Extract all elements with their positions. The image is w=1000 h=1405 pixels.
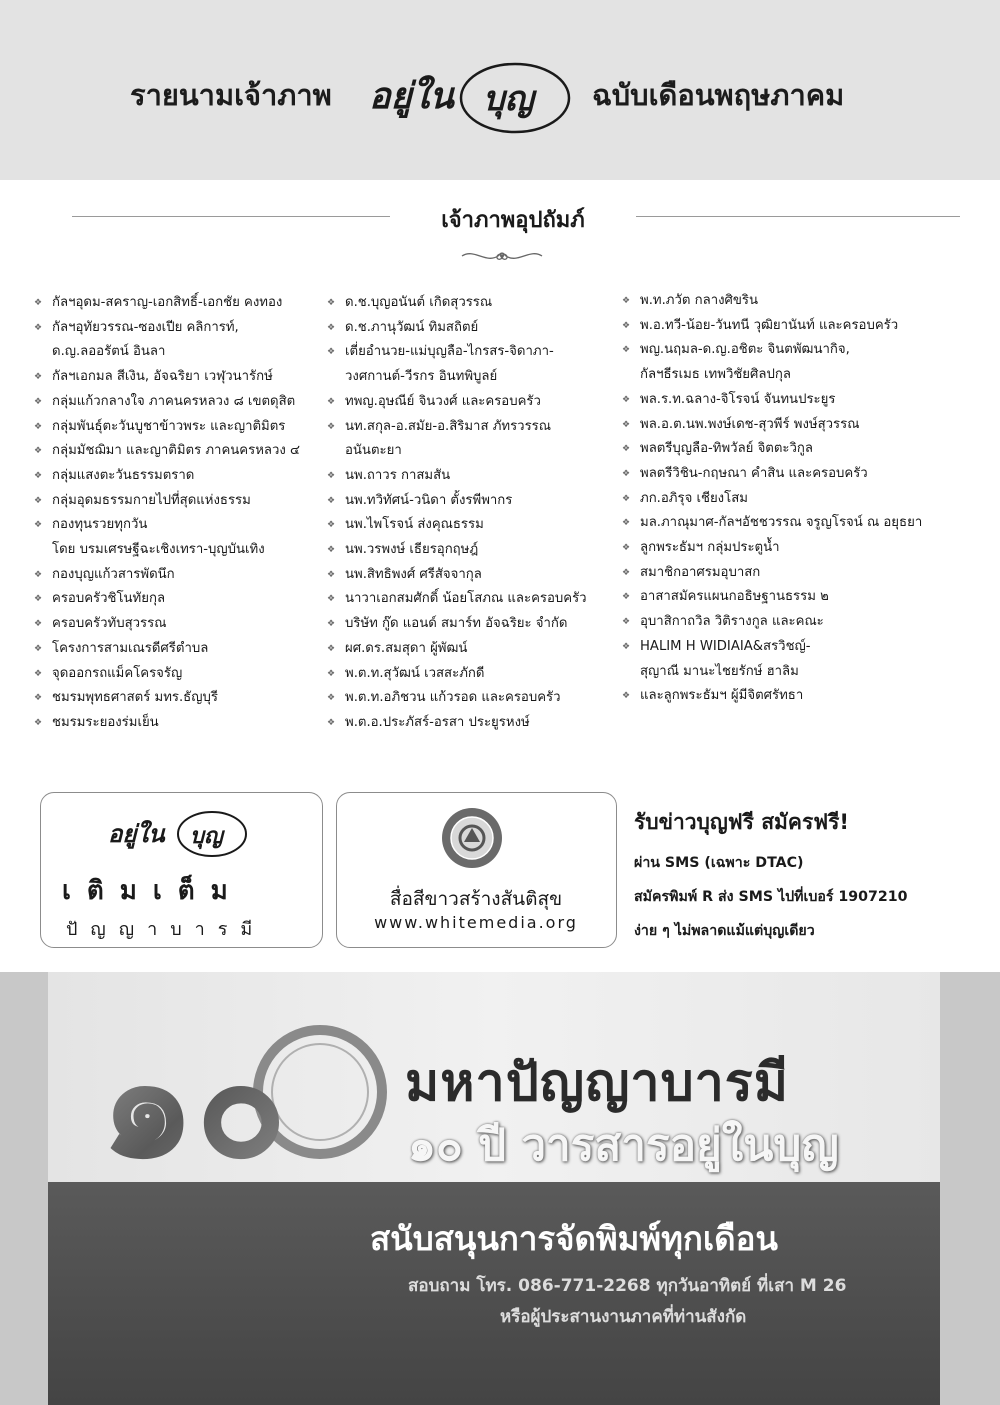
ten-years-logo [100,1000,400,1170]
diamond-bullet-icon: ❖ [327,347,336,358]
list-item: ❖ พล.ร.ท.ฉลาง-จิโรจน์ จันทนประยูร [620,388,960,413]
diamond-bullet-icon: ❖ [34,668,43,679]
banner-contact-line-2: หรือผู้ประสานงานภาคที่ท่านสังกัด [500,1307,747,1327]
diamond-bullet-icon: ❖ [327,298,336,308]
logo-text-right: บุญ [483,79,534,119]
list-item: ❖ สมาชิกอาศรมอุบาสก [620,561,960,586]
list-item: ❖ พ.ท.ภวัต กลางศิขริน [620,289,960,314]
whitemedia-name: สื่อสีขาวสร้างสันติสุข [389,888,563,910]
logo-text-left: อยู่ใน [369,75,454,117]
sms-line-2: สมัครพิมพ์ R ส่ง SMS ไปที่เบอร์ 1907210 [634,889,908,905]
list-item: ❖ พลตรีบุญลือ-ทิพวัลย์ จิตตะวิกูล [620,437,960,462]
diamond-bullet-icon: ❖ [34,643,43,654]
list-item: ❖ บริษัท กู๊ด แอนด์ สมาร์ท อัจฉริยะ จำกัด [325,612,615,637]
diamond-bullet-icon: ❖ [622,296,631,306]
sponsor-column-1 [32,291,322,736]
diamond-bullet-icon: ❖ [622,518,631,529]
diamond-bullet-icon: ❖ [327,668,336,679]
diamond-bullet-icon: ❖ [622,493,631,504]
big-number: ๑๐ [100,1016,287,1170]
diamond-bullet-icon: ❖ [34,619,43,630]
header-title-right: ฉบับเดือนพฤษภาคม [592,78,845,112]
diamond-bullet-icon: ❖ [622,345,631,356]
list-item: ❖ ครอบครัวทับสุวรรณ [32,612,322,637]
diamond-bullet-icon: ❖ [622,543,631,554]
list-item: ❖ พลตรีวิชิน-กฤษณา คำสิน และครอบครัว [620,462,960,487]
list-item: ❖ ชมรมระยองร่มเย็น [32,711,322,736]
list-item: ❖ ผศ.ดร.สมสุดา ผู้พัฒน์ [325,637,615,662]
divider-right [636,216,960,217]
list-item: ❖ พ.ต.อ.ประภัสร์-อรสา ประยูรหงษ์ [325,711,615,736]
diamond-bullet-icon: ❖ [622,468,631,479]
list-item: ❖ กลุ่มมัชฌิมา และญาติมิตร ภาคนครหลวง ๔ [32,439,322,464]
list-item: ❖ กัลฯอุดม-สคราญ-เอกสิทธิ์-เอกชัย คงทอง [32,291,322,316]
whitemedia-emblem-icon [440,806,504,870]
diamond-bullet-icon: ❖ [622,691,631,702]
list-item: ❖ นท.สกุล-อ.สมัย-อ.สิริมาส ภัทรวรรณ อนันตะยา [325,415,615,464]
ornament-icon [460,246,544,266]
diamond-bullet-icon: ❖ [327,495,336,506]
logo-text-left: อยู่ใน [108,819,165,848]
diamond-bullet-icon: ❖ [34,520,43,531]
list-item: ❖ HALIM H WIDIAIA&สรวิชญ์- สุญาณี มานะไชยรักษ์ ฮาลิม [620,635,960,684]
list-item: ❖ มล.ภาณุมาศ-กัลฯอัชชวรรณ จรูญโรจน์ ณ อยุธยา [620,511,960,536]
logo-text-right: บุญ [190,823,223,849]
diamond-bullet-icon: ❖ [327,421,336,432]
banner-support-text: สนับสนุนการจัดพิมพ์ทุกเดือน [370,1219,778,1258]
diamond-bullet-icon: ❖ [34,298,43,308]
list-item: ❖ กองบุญแก้วสารพัดนึก [32,563,322,588]
diamond-bullet-icon: ❖ [327,693,336,704]
divider-left [72,216,390,217]
promo-subline: ปัญญาบารมี [66,919,266,940]
diamond-bullet-icon: ❖ [327,470,336,481]
list-item: ❖ พ.ต.ท.สุวัฒน์ เวสสะภักดี [325,662,615,687]
list-item: ❖ นพ.สิทธิพงศ์ ศรีสัจจากุล [325,563,615,588]
diamond-bullet-icon: ❖ [327,520,336,531]
diamond-bullet-icon: ❖ [622,394,631,405]
list-item: ❖ พญ.นฤมล-ด.ญ.อชิตะ จินตพัฒนากิจ, กัลฯธีรเมธ เทพวิชัยศิลปกุล [620,338,960,387]
diamond-bullet-icon: ❖ [327,643,336,654]
section-title: เจ้าภาพอุปถัมภ์ [441,208,585,233]
banner-contact-line-1: สอบถาม โทร. 086-771-2268 ทุกวันอาทิตย์ ที่เสา M 26 [408,1276,847,1296]
list-item: ❖ จุดออกรถแม็คโครจรัญ [32,662,322,687]
list-item: ❖ กลุ่มแก้วกลางใจ ภาคนครหลวง ๘ เขตดุสิต [32,390,322,415]
list-item: ❖ นพ.ถาวร กาสมสัน [325,464,615,489]
list-item: ❖ กลุ่มอุดมธรรมกายไปที่สุดแห่งธรรม [32,489,322,514]
diamond-bullet-icon: ❖ [327,717,336,728]
diamond-bullet-icon: ❖ [34,470,43,481]
sms-line-3: ง่าย ๆ ไม่พลาดแม้แต่บุญเดียว [634,923,815,939]
diamond-bullet-icon: ❖ [327,396,336,407]
list-item: ❖ กลุ่มแสงตะวันธรรมตราด [32,464,322,489]
sponsor-column-3 [620,289,960,709]
list-item: ❖ นพ.ไพโรจน์ ส่งคุณธรรม [325,513,615,538]
whitemedia-url[interactable]: www.whitemedia.org [374,913,578,932]
sponsor-column-2 [325,291,615,736]
magazine-logo [365,58,580,138]
banner-subtitle: ๑๐ ปี วารสารอยู่ในบุญ [408,1120,839,1171]
list-item: ❖ ด.ช.บุญอนันต์ เกิดสุวรรณ [325,291,615,316]
list-item: ❖ อาสาสมัครแผนกอธิษฐานธรรม ๒ [620,585,960,610]
list-item: ❖ เตี่ยอำนวย-แม่บุญลือ-ไกรสร-จิดาภา- วงศกานต์-วีรกร อินทพิบูลย์ [325,340,615,389]
diamond-bullet-icon: ❖ [34,421,43,432]
list-item: ❖ ทพญ.อุษณีย์ จินวงศ์ และครอบครัว [325,390,615,415]
diamond-bullet-icon: ❖ [327,569,336,580]
banner-title: มหาปัญญาบารมี [405,1053,789,1113]
sms-line-1: ผ่าน SMS (เฉพาะ DTAC) [634,855,804,871]
list-item: ❖ นพ.วรพงษ์ เธียรอุกฤษฎ์ [325,538,615,563]
diamond-bullet-icon: ❖ [622,617,631,628]
diamond-bullet-icon: ❖ [622,592,631,603]
diamond-bullet-icon: ❖ [34,372,43,383]
diamond-bullet-icon: ❖ [34,693,43,704]
list-item: ❖ และลูกพระธัมฯ ผู้มีจิตศรัทธา [620,684,960,709]
diamond-bullet-icon: ❖ [34,322,43,333]
list-item: ❖ โครงการสามเณรดีศรีตำบล [32,637,322,662]
diamond-bullet-icon: ❖ [622,320,631,331]
diamond-bullet-icon: ❖ [622,641,631,652]
diamond-bullet-icon: ❖ [622,567,631,578]
diamond-bullet-icon: ❖ [327,594,336,605]
promo-headline: เติมเต็ม [62,876,244,906]
diamond-bullet-icon: ❖ [34,717,43,728]
list-item: ❖ พ.ต.ท.อภิชวน แก้วรอด และครอบครัว [325,686,615,711]
diamond-bullet-icon: ❖ [34,594,43,605]
list-item: ❖ ครอบครัวชิโนทัยกุล [32,587,322,612]
list-item: ❖ ภก.อภิรุจ เชียงโสม [620,487,960,512]
diamond-bullet-icon: ❖ [622,444,631,455]
diamond-bullet-icon: ❖ [327,322,336,333]
list-item: ❖ กลุ่มพันธุ์ตะวันบูชาข้าวพระ และญาติมิตร [32,415,322,440]
list-item: ❖ พ.อ.ทวี-น้อย-วันทนี วุฒิยานันท์ และครอบครัว [620,314,960,339]
list-item: ❖ นาวาเอกสมศักดิ์ น้อยโสภณ และครอบครัว [325,587,615,612]
magazine-logo-small [104,808,254,860]
list-item: ❖ กองทุนรวยทุกวัน โดย บรมเศรษฐีฉะเชิงเทรา-บุญบันเทิง [32,513,322,562]
diamond-bullet-icon: ❖ [327,619,336,630]
diamond-bullet-icon: ❖ [622,419,631,430]
list-item: ❖ นพ.ทวิทัศน์-วนิดา ตั้งรพีพากร [325,489,615,514]
diamond-bullet-icon: ❖ [34,446,43,457]
list-item: ❖ กัลฯเอกมล สีเงิน, อัจฉริยา เวฬุวนารักษ์ [32,365,322,390]
list-item: ❖ กัลฯอุทัยวรรณ-ซองเปีย คลิการท์, ด.ญ.ลออรัตน์ อินลา [32,316,322,365]
list-item: ❖ ชมรมพุทธศาสตร์ มทร.ธัญบุรี [32,686,322,711]
diamond-bullet-icon: ❖ [327,545,336,556]
header-title-left: รายนามเจ้าภาพ [130,78,332,112]
list-item: ❖ อุบาสิกาถวิล วิติรางกูล และคณะ [620,610,960,635]
list-item: ❖ พล.อ.ต.นพ.พงษ์เดช-สุวพีร์ พงษ์สุวรรณ [620,413,960,438]
list-item: ❖ ลูกพระธัมฯ กลุ่มประตูน้ำ [620,536,960,561]
diamond-bullet-icon: ❖ [34,569,43,580]
list-item: ❖ ด.ช.ภานุวัฒน์ ทิมสถิตย์ [325,316,615,341]
sms-title: รับข่าวบุญฟรี สมัครฟรี! [634,810,849,834]
diamond-bullet-icon: ❖ [34,495,43,506]
diamond-bullet-icon: ❖ [34,396,43,407]
